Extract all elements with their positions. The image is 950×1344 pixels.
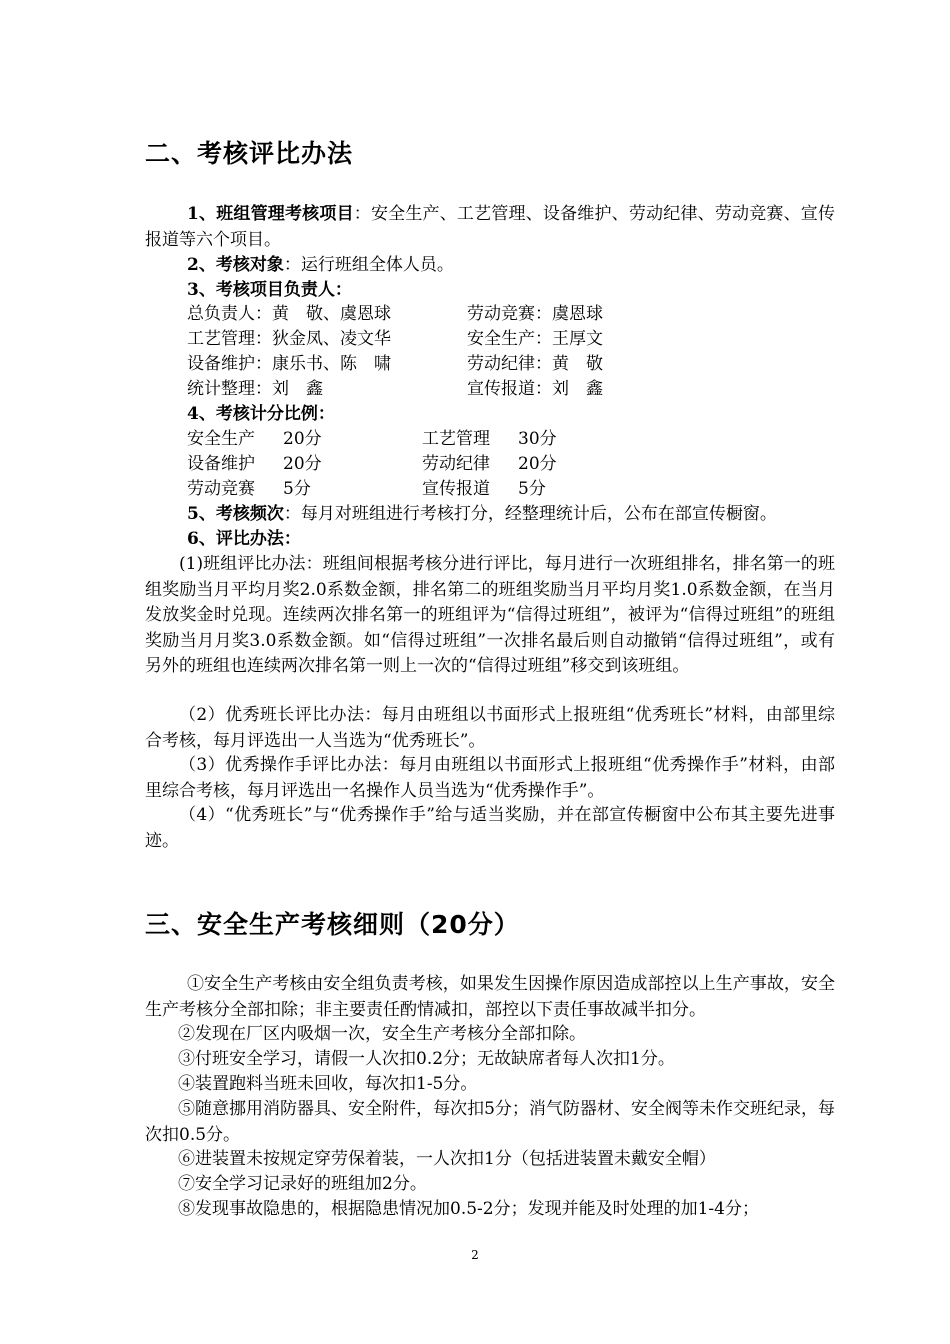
- ratio-value: 30分: [518, 429, 557, 449]
- item-1: [145, 202, 835, 253]
- owner-row-right: 劳动竞赛：虞恩球: [467, 304, 603, 324]
- section-2-title: 二、考核评比办法: [145, 139, 354, 168]
- ratio-value: 5分: [518, 479, 546, 499]
- sub-rule-4: （4）“优秀班长”与“优秀操作手”给与适当奖励，并在部宣传橱窗中公布其主要先进事迹。: [145, 805, 835, 851]
- ratio-name: 宣传报道: [422, 479, 490, 499]
- item-2-text: ：运行班组全体人员。: [283, 255, 454, 275]
- owner-row-right: 劳动纪律：黄 敬: [467, 354, 603, 374]
- section-3-title: 三、安全生产考核细则（20分）: [145, 910, 520, 939]
- item-1-label: 1、班组管理考核项目: [187, 204, 354, 224]
- ratio-value: 20分: [518, 454, 557, 474]
- safety-rule-7: ⑦安全学习记录好的班组加2分。: [178, 1174, 427, 1194]
- item-5: [187, 502, 777, 528]
- page-number: 2: [471, 1248, 479, 1262]
- owner-row-right: 宣传报道：刘 鑫: [467, 379, 603, 399]
- sub-rule-3: （3）优秀操作手评比办法：每月由班组以书面形式上报班组“优秀操作手”材料，由部里综合考核，每月评选出一名操作人员当选为“优秀操作手”。: [145, 755, 835, 801]
- safety-rule-5: ⑤随意挪用消防器具、安全附件，每次扣5分；消气防器材、安全阀等未作交班纪录，每次扣0.5分。: [145, 1099, 835, 1145]
- item-4-label: 4、考核计分比例：: [187, 404, 335, 424]
- safety-rule-1: ①安全生产考核由安全组负责考核，如果发生因操作原因造成部控以上生产事故，安全生产考核分全部扣除；非主要责任酌情减扣，部控以下责任事故减半扣分。: [145, 974, 835, 1020]
- safety-rule-2: ②发现在厂区内吸烟一次，安全生产考核分全部扣除。: [178, 1024, 586, 1044]
- ratio-name: 安全生产: [187, 429, 255, 449]
- sub-rule-1: (1)班组评比办法：班组间根据考核分进行评比，每月进行一次班组排名，排名第一的班组奖励当月平均月奖2.0系数金额，排名第二的班组奖励当月平均月奖1.0系数金额，在当月发放奖金时兑现。连续两次排名第一的班组评为“信得过班组”，被评为“信得过班组”的班组奖励当月月奖3.0系数金额。如“信得过班组”一次排名最后则自动撤销“信得过班组”，或有另外的班组也连续两次排名第一则上一次的“信得过班组”移交到该班组。: [145, 554, 835, 676]
- item-5-text: ：每月对班组进行考核打分，经整理统计后，公布在部宣传橱窗。: [283, 504, 777, 524]
- safety-rule-6: ⑥进装置未按规定穿劳保着装，一人次扣1分（包括进装置未戴安全帽）: [178, 1149, 716, 1169]
- owner-row-right: 安全生产：王厚文: [467, 329, 603, 349]
- item-6-label: 6、评比办法：: [187, 529, 301, 549]
- ratio-name: 劳动竞赛: [187, 479, 255, 499]
- ratio-value: 5分: [283, 479, 311, 499]
- item-2-label: 2、考核对象: [187, 255, 284, 275]
- item-2: [187, 253, 454, 279]
- owner-row-left: 工艺管理：狄金凤、凌文华: [187, 329, 391, 349]
- ratio-name: 设备维护: [187, 454, 255, 474]
- sub-rule-2: （2）优秀班长评比办法：每月由班组以书面形式上报班组“优秀班长”材料，由部里综合考核，每月评选出一人当选为“优秀班长”。: [145, 705, 835, 751]
- owner-row-left: 总负责人：黄 敬、虞恩球: [187, 304, 391, 324]
- item-3-label: 3、考核项目负责人：: [187, 280, 352, 300]
- owner-row-left: 设备维护：康乐书、陈 啸: [187, 354, 391, 374]
- item-1-text: ：安全生产、工艺管理、设备维护、劳动纪律、劳动竞赛、宣传报道等六个项目。: [145, 204, 835, 250]
- owner-row-left: 统计整理：刘 鑫: [187, 379, 323, 399]
- ratio-value: 20分: [283, 429, 322, 449]
- ratio-name: 劳动纪律: [422, 454, 490, 474]
- item-5-label: 5、考核频次: [187, 504, 284, 524]
- safety-rule-8: ⑧发现事故隐患的，根据隐患情况加0.5-2分；发现并能及时处理的加1-4分；: [178, 1199, 759, 1219]
- ratio-value: 20分: [283, 454, 322, 474]
- ratio-name: 工艺管理: [422, 429, 490, 449]
- safety-rule-3: ③付班安全学习，请假一人次扣0.2分；无故缺席者每人次扣1分。: [178, 1049, 675, 1069]
- safety-rule-4: ④装置跑料当班未回收，每次扣1-5分。: [178, 1074, 478, 1094]
